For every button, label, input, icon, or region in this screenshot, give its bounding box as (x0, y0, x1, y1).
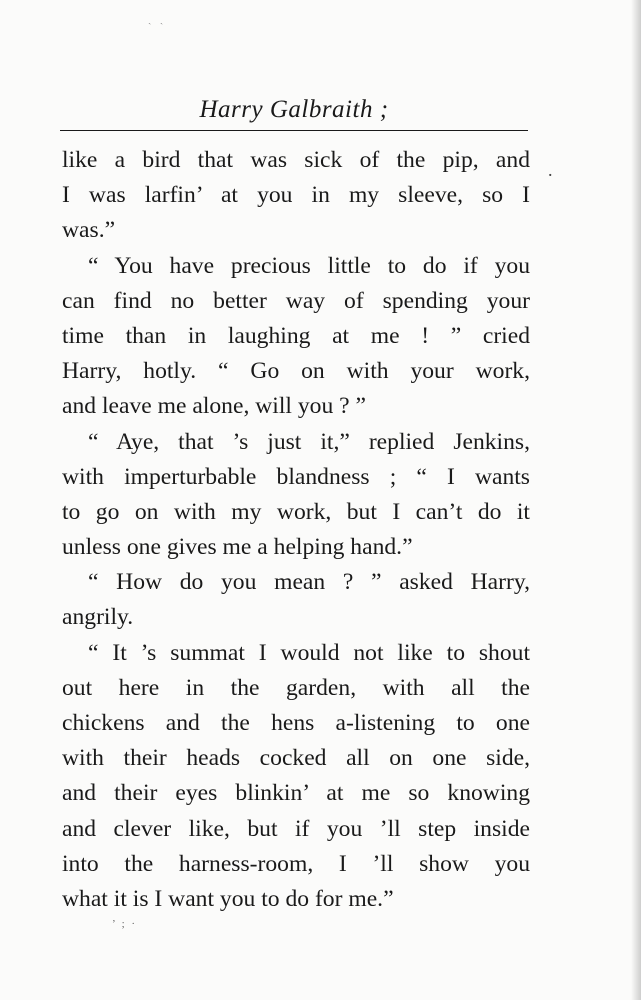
text-line: like a bird that was sick of the pip, and (62, 147, 530, 173)
text-line: I was larfin’ at you in my sleeve, so I (62, 182, 530, 209)
running-head: Harry Galbraith ; (199, 96, 389, 123)
top-smudge-mark: ˎ ˏ (148, 14, 167, 25)
page-edge-shadow (631, 0, 641, 1000)
text-line: “ It ’s summat I would not like to shout (88, 639, 530, 666)
text-line: to go on with my work, but I can’t do it (62, 498, 530, 525)
text-line: time than in laughing at me ! ” cried (62, 322, 530, 349)
text-line: and clever like, but if you ’ll step inside (62, 815, 530, 842)
text-line: “ How do you mean ? ” asked Harry, (88, 569, 530, 596)
foot-smudge-mark: ’ ; · (112, 918, 138, 930)
text-line: with imperturbable blandness ; “ I wants (62, 463, 530, 490)
text-line: and their eyes blinkin’ at me so knowing (62, 780, 530, 807)
text-line: “ You have precious little to do if you (88, 252, 530, 279)
text-line: chickens and the hens a-listening to one (62, 710, 530, 736)
text-line: unless one gives me a helping hand.” (62, 534, 413, 561)
body-text (62, 143, 530, 917)
text-line: angrily. (62, 604, 134, 631)
text-line: out here in the garden, with all the (62, 674, 530, 701)
text-line: Harry, hotly. “ Go on with your work, (62, 358, 530, 385)
text-line: can find no better way of spending your (62, 287, 530, 314)
text-line: and leave me alone, will you ? ” (62, 393, 366, 420)
text-line: into the harness-room, I ’ll show you (62, 850, 530, 877)
running-head-rule (60, 130, 528, 131)
text-line: what it is I want you to do for me.” (62, 885, 394, 912)
stray-mark: . (548, 160, 553, 180)
text-line: “ Aye, that ’s just it,” replied Jenkins, (88, 428, 530, 455)
text-line: with their heads cocked all on one side, (62, 745, 530, 772)
text-line: was.” (62, 217, 116, 244)
